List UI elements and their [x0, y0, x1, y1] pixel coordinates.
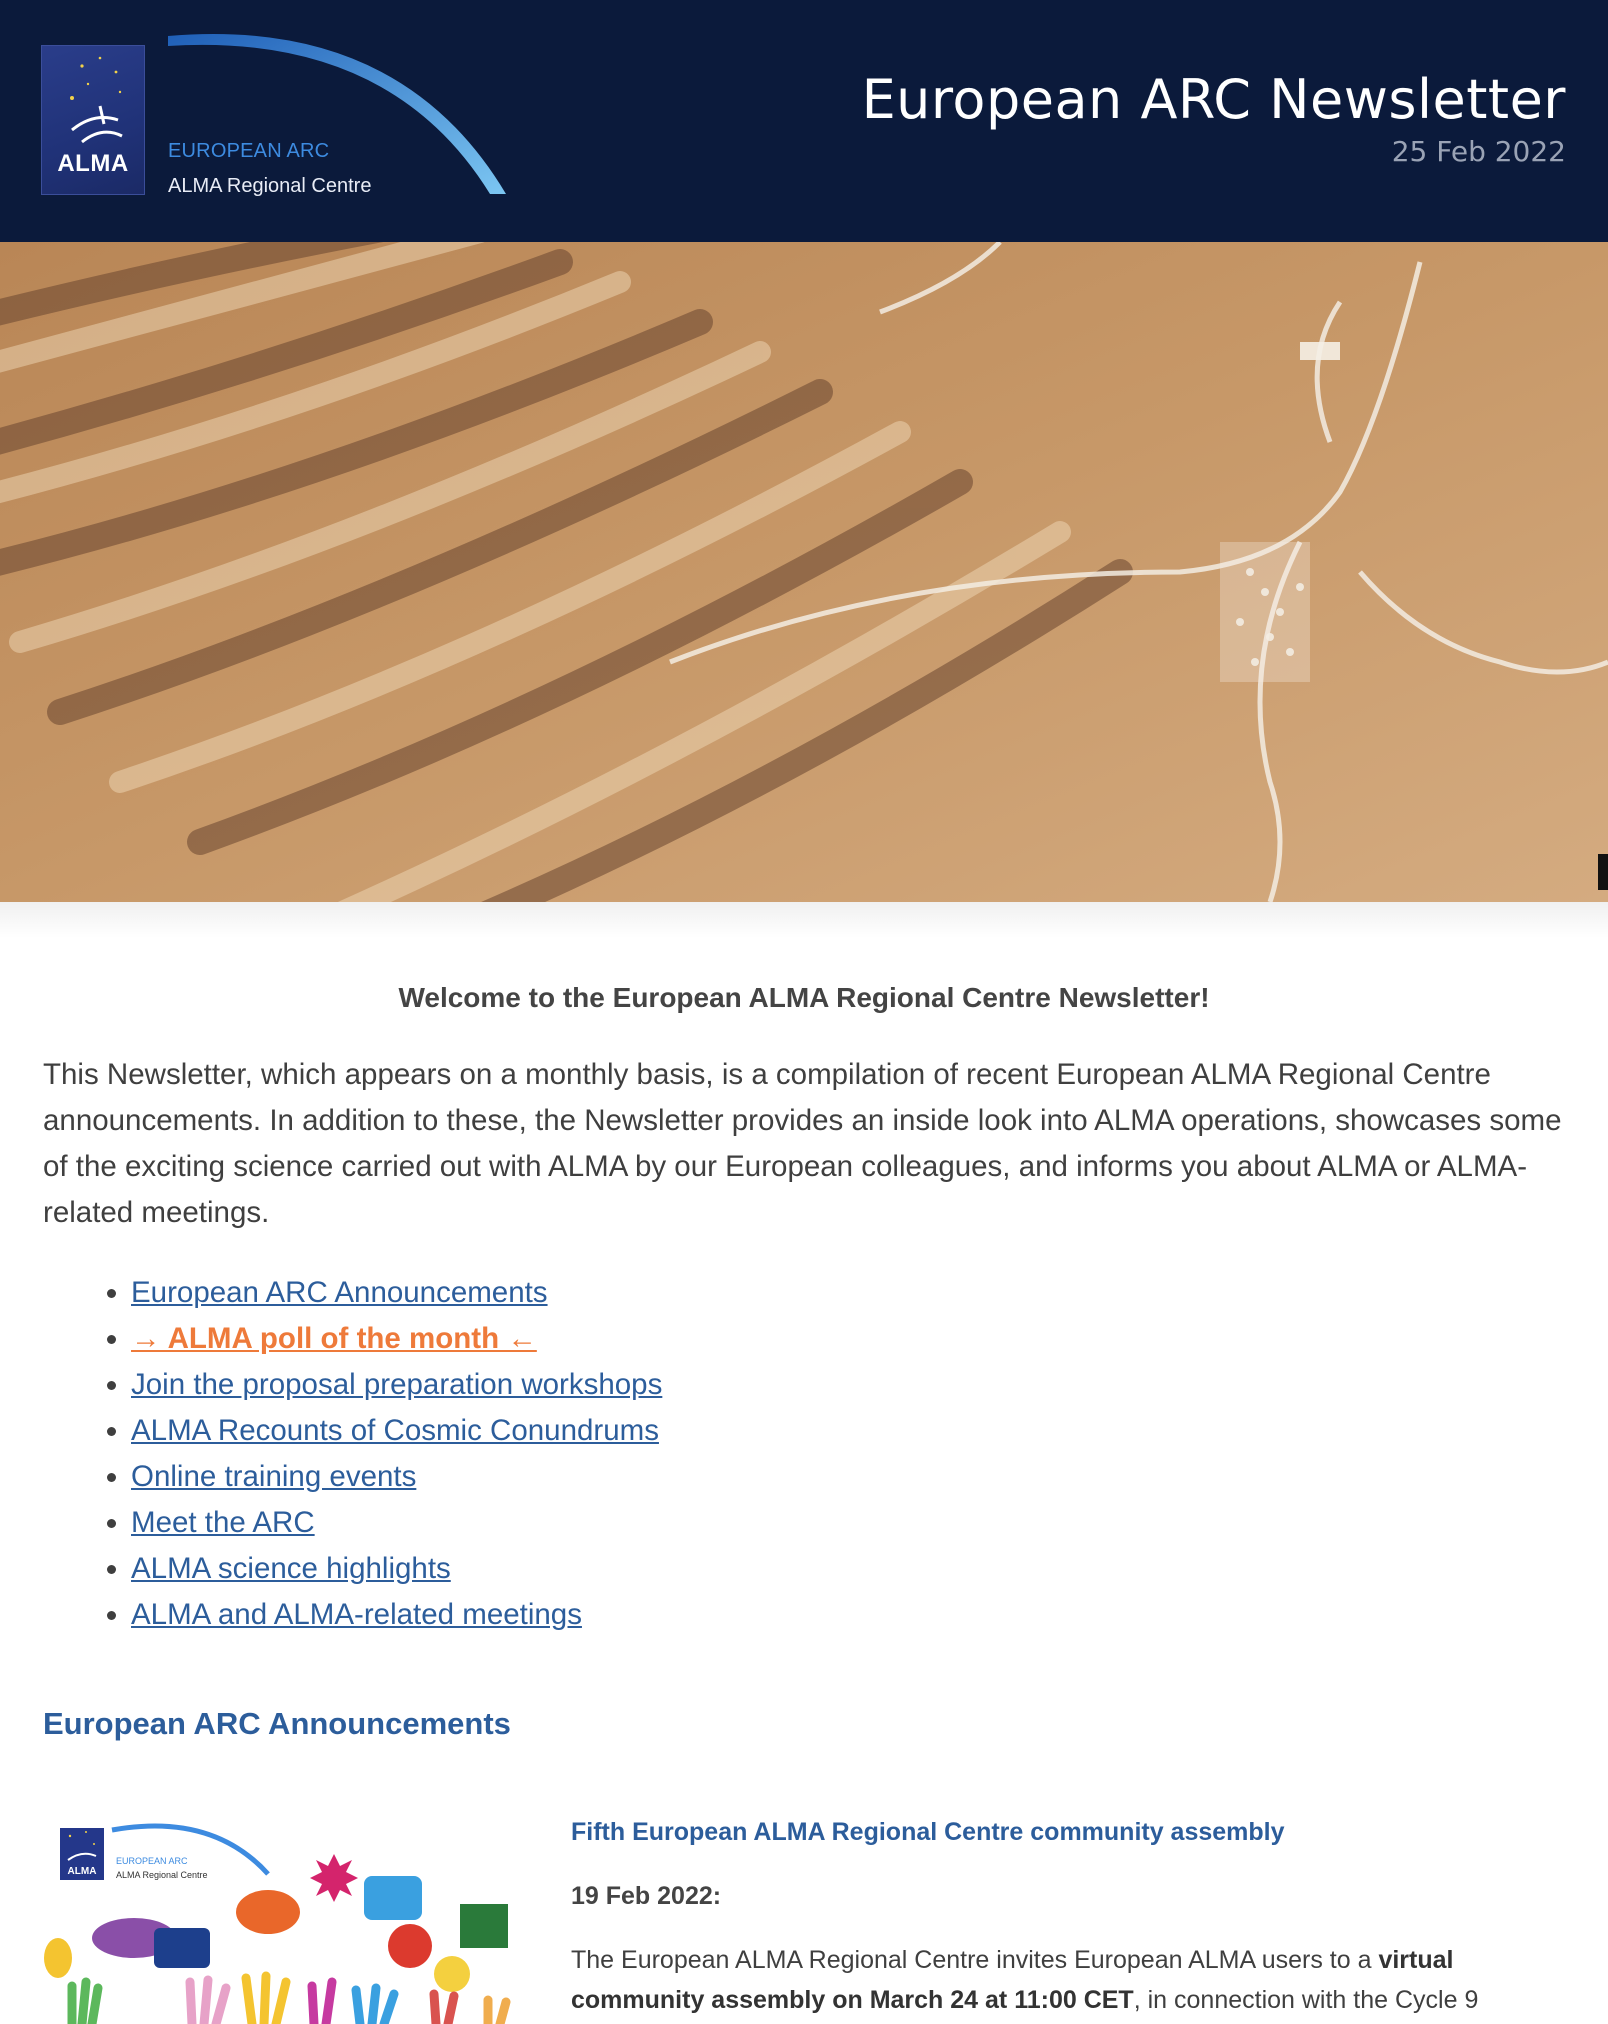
hero-shadow	[0, 902, 1608, 938]
card-org-name: EUROPEAN ARC	[116, 1856, 188, 1866]
card-org-subtitle: ALMA Regional Centre	[116, 1870, 208, 1880]
hero-image	[0, 242, 1608, 902]
intro-paragraph: This Newsletter, which appears on a monthly basis, is a compilation of recent European ALMA Regional Centre announcements. In addition to these, the Newsletter provides an inside look into ALMA operations, showcases some of the exciting science carried out with ALMA by our European colleagues, and informs you about ALMA or ALMA-related meetings.	[43, 1058, 1562, 1229]
card-logo-text: ALMA	[67, 1866, 97, 1877]
toc-item	[131, 1316, 662, 1362]
table-of-contents	[87, 1270, 662, 1638]
toc-item	[131, 1592, 662, 1638]
article-title-link[interactable]: Fifth European ALMA Regional Centre community assembly	[571, 1818, 1285, 1846]
toc-item	[131, 1362, 662, 1408]
toc-item	[131, 1454, 662, 1500]
toc-item	[131, 1270, 662, 1316]
org-name: EUROPEAN ARC	[168, 140, 330, 162]
toc-link-science[interactable]: ALMA science highlights	[131, 1552, 451, 1585]
toc-link-recounts[interactable]: ALMA Recounts of Cosmic Conundrums	[131, 1414, 659, 1447]
newsletter-header	[0, 0, 1608, 242]
alma-logo[interactable]	[41, 45, 145, 195]
community-hands-illustration	[42, 1810, 520, 2024]
toc-item	[131, 1408, 662, 1454]
desert-aerial-photo	[0, 242, 1608, 902]
newsletter-date: 25 Feb 2022	[1391, 135, 1566, 168]
section-heading-announcements: European ARC Announcements	[43, 1706, 511, 1741]
article-body-text-cont: , in connection with the Cycle 9	[1133, 1986, 1479, 2014]
article-body	[571, 1940, 1561, 2020]
welcome-heading: Welcome to the European ALMA Regional Centre Newsletter!	[398, 982, 1210, 1013]
alma-logo-text: ALMA	[57, 150, 129, 177]
org-subtitle: ALMA Regional Centre	[168, 175, 372, 197]
community-assembly-image[interactable]	[42, 1810, 520, 2024]
article-date: 19 Feb 2022:	[571, 1882, 722, 1910]
toc-link-training[interactable]: Online training events	[131, 1460, 417, 1493]
toc-item	[131, 1500, 662, 1546]
toc-link-workshops[interactable]: Join the proposal preparation workshops	[131, 1368, 663, 1401]
newsletter-title: European ARC Newsletter	[861, 68, 1566, 131]
toc-link-meet-arc[interactable]: Meet the ARC	[131, 1506, 315, 1539]
toc-link-announcements[interactable]: European ARC Announcements	[131, 1276, 548, 1309]
toc-link-poll[interactable]: → ALMA poll of the month ←	[131, 1322, 537, 1355]
toc-link-meetings[interactable]: ALMA and ALMA-related meetings	[131, 1598, 582, 1631]
toc-item	[131, 1546, 662, 1592]
article-body-bold: virtual community assembly on March 24 at 11:00 CET	[571, 1946, 1454, 2014]
article-body-text: The European ALMA Regional Centre invites European ALMA users to a	[571, 1946, 1379, 1974]
